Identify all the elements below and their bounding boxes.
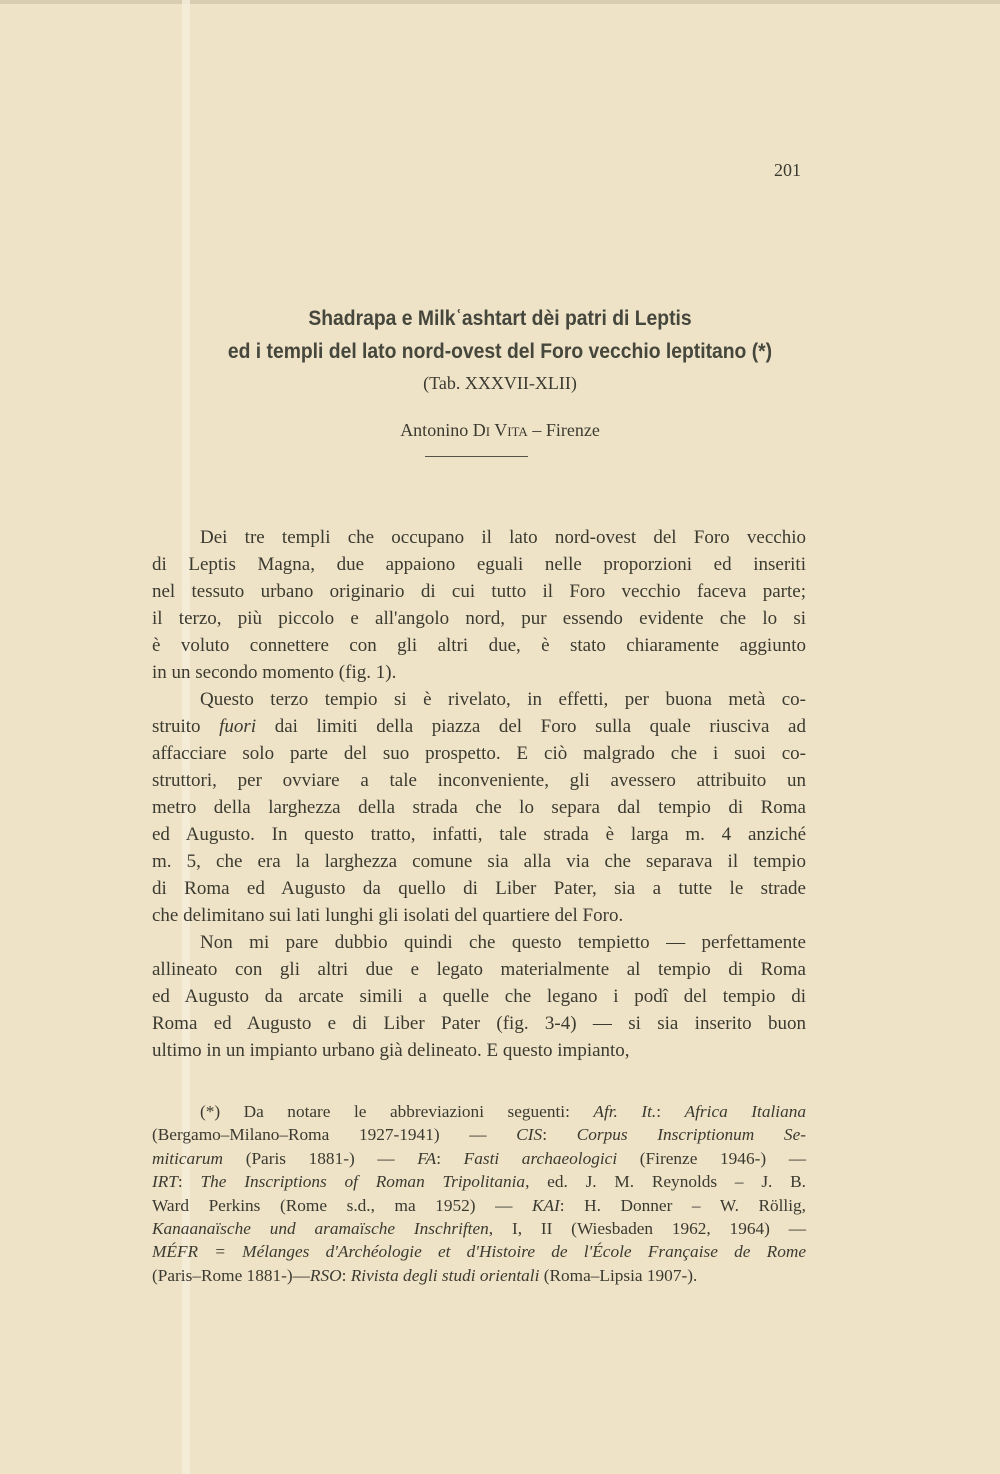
body-line — [152, 713, 806, 740]
footnote-line — [152, 1217, 806, 1240]
body-line — [152, 740, 806, 767]
italic-text: miticarum — [152, 1148, 224, 1168]
title-line-2: ed i templi del lato nord-ovest del Foro vecchio leptitano (*) — [227, 340, 773, 363]
text-segment: di Leptis Magna, due appaiono eguali nelle proporzioni ed inseriti — [152, 554, 806, 575]
text-segment: : — [656, 1102, 685, 1121]
footnote-line — [152, 1170, 806, 1193]
text-segment: (Firenze 1946-) — — [617, 1148, 807, 1168]
text-segment: m. 5, che era la larghezza comune sia alla via che separava il tempio — [152, 851, 806, 872]
footnote-line — [152, 1123, 806, 1146]
body-text — [152, 524, 806, 1064]
text-segment: metro della larghezza della strada che lo separa dal tempio di Roma — [152, 797, 806, 818]
text-segment: , I, II (Wiesbaden 1962, 1964) — — [488, 1218, 806, 1238]
text-segment: , ed. J. M. Reynolds – J. B. — [525, 1172, 806, 1192]
text-segment: (Paris–Rome 1881-)— — [152, 1265, 310, 1285]
text-segment: di Roma ed Augusto da quello di Liber Pater, sia a tutte le strade — [152, 878, 806, 899]
body-line — [152, 578, 806, 605]
italic-text: Rivista degli studi orientali — [350, 1265, 540, 1285]
text-segment: (*) Da notare le abbreviazioni seguenti: — [200, 1102, 594, 1121]
italic-text: KAI — [531, 1195, 560, 1215]
author-first-name: Antonino — [400, 420, 469, 440]
text-segment: struttori, per ovviare a tale inconveniente, gli avessero attribuito un — [152, 770, 806, 791]
body-line — [152, 1010, 806, 1037]
text-segment: (Paris 1881-) — — [223, 1148, 418, 1168]
text-segment: Dei tre templi che occupano il lato nord-ovest del Foro vecchio — [200, 527, 806, 548]
author-last-name: Di Vita — [472, 420, 528, 440]
text-segment: : — [341, 1265, 351, 1285]
footnote-line — [152, 1147, 806, 1170]
text-segment: : — [436, 1148, 464, 1168]
italic-text: Corpus Inscriptionum Se- — [576, 1125, 806, 1145]
title-rule — [425, 456, 528, 457]
text-segment: Non mi pare dubbio quindi che questo tempietto — perfettamente — [200, 932, 806, 953]
italic-text: Africa Italiana — [684, 1102, 806, 1121]
text-segment: ultimo in un impianto urbano già delineato. E questo impianto, — [152, 1040, 630, 1061]
footnote — [152, 1100, 806, 1287]
title-line-1: Shadrapa e Milkʿashtart dèi patri di Leptis — [308, 307, 692, 330]
body-line — [152, 929, 806, 956]
body-line — [152, 686, 806, 713]
italic-text: RSO — [309, 1265, 342, 1285]
text-segment: ed Augusto. In questo tratto, infatti, tale strada è larga m. 4 anziché — [152, 824, 806, 845]
italic-text: MÉFR = Mélanges d'Archéologie et d'Histoire de l'École Française de Rome — [152, 1242, 806, 1262]
text-segment: ed Augusto da arcate simili a quelle che legano i podî del tempio di — [152, 986, 806, 1007]
body-line — [152, 956, 806, 983]
author-separator: – — [527, 420, 546, 440]
body-line — [152, 605, 806, 632]
body-line — [152, 767, 806, 794]
body-line — [152, 551, 806, 578]
text-segment: dai limiti della piazza del Foro sulla quale riusciva ad — [256, 716, 806, 737]
text-segment: il terzo, più piccolo e all'angolo nord, pur essendo evidente che lo si — [152, 608, 806, 629]
italic-text: Kanaanaïsche und aramaïsche Inschriften — [152, 1218, 489, 1238]
page-number: 201 — [774, 160, 801, 180]
italic-text: The Inscriptions of Roman Tripolitania — [200, 1172, 526, 1192]
body-line — [152, 794, 806, 821]
text-segment: Questo terzo tempio si è rivelato, in effetti, per buona metà co- — [200, 689, 806, 710]
text-segment: struito — [152, 716, 220, 737]
body-line — [152, 848, 806, 875]
text-segment: affacciare solo parte del suo prospetto. E ciò malgrado che i suoi co- — [152, 743, 806, 764]
text-segment: : — [542, 1125, 577, 1145]
italic-text: FA — [417, 1148, 437, 1168]
body-line — [152, 902, 806, 929]
footnote-line — [152, 1100, 806, 1123]
body-line — [152, 632, 806, 659]
text-segment: in un secondo momento (fig. 1). — [152, 662, 397, 683]
text-segment: : — [177, 1172, 201, 1192]
page-top-edge — [0, 0, 1000, 4]
italic-text: Fasti archaeologici — [463, 1148, 618, 1168]
italic-text: Afr. It. — [593, 1102, 657, 1121]
text-segment: che delimitano sui lati lunghi gli isolati del quartiere del Foro. — [152, 905, 624, 926]
body-line — [152, 1037, 806, 1064]
text-segment: Ward Perkins (Rome s.d., ma 1952) — — [152, 1195, 532, 1215]
author-line — [0, 420, 1000, 441]
italic-text: CIS — [516, 1125, 543, 1145]
text-segment: (Bergamo–Milano–Roma 1927-1941) — — [152, 1125, 517, 1145]
footnote-line — [152, 1264, 806, 1287]
italic-text: IRT — [152, 1172, 178, 1192]
text-segment: nel tessuto urbano originario di cui tutto il Foro vecchio faceva parte; — [152, 581, 806, 602]
text-segment: è voluto connettere con gli altri due, è stato chiaramente aggiunto — [152, 635, 806, 656]
plates-reference: (Tab. XXXVII-XLII) — [423, 373, 577, 393]
text-segment: (Roma–Lipsia 1907-). — [539, 1265, 698, 1285]
text-segment: allineato con gli altri due e legato materialmente al tempio di Roma — [152, 959, 806, 980]
author-place: Firenze — [545, 420, 600, 440]
italic-text: fuori — [219, 716, 257, 737]
text-segment: : H. Donner – W. Röllig, — [559, 1195, 806, 1215]
body-line — [152, 875, 806, 902]
body-line — [152, 821, 806, 848]
footnote-line — [152, 1240, 806, 1263]
text-segment: Roma ed Augusto e di Liber Pater (fig. 3-4) — si sia inserito buon — [152, 1013, 806, 1034]
body-line — [152, 659, 806, 686]
body-line — [152, 524, 806, 551]
footnote-line — [152, 1194, 806, 1217]
body-line — [152, 983, 806, 1010]
